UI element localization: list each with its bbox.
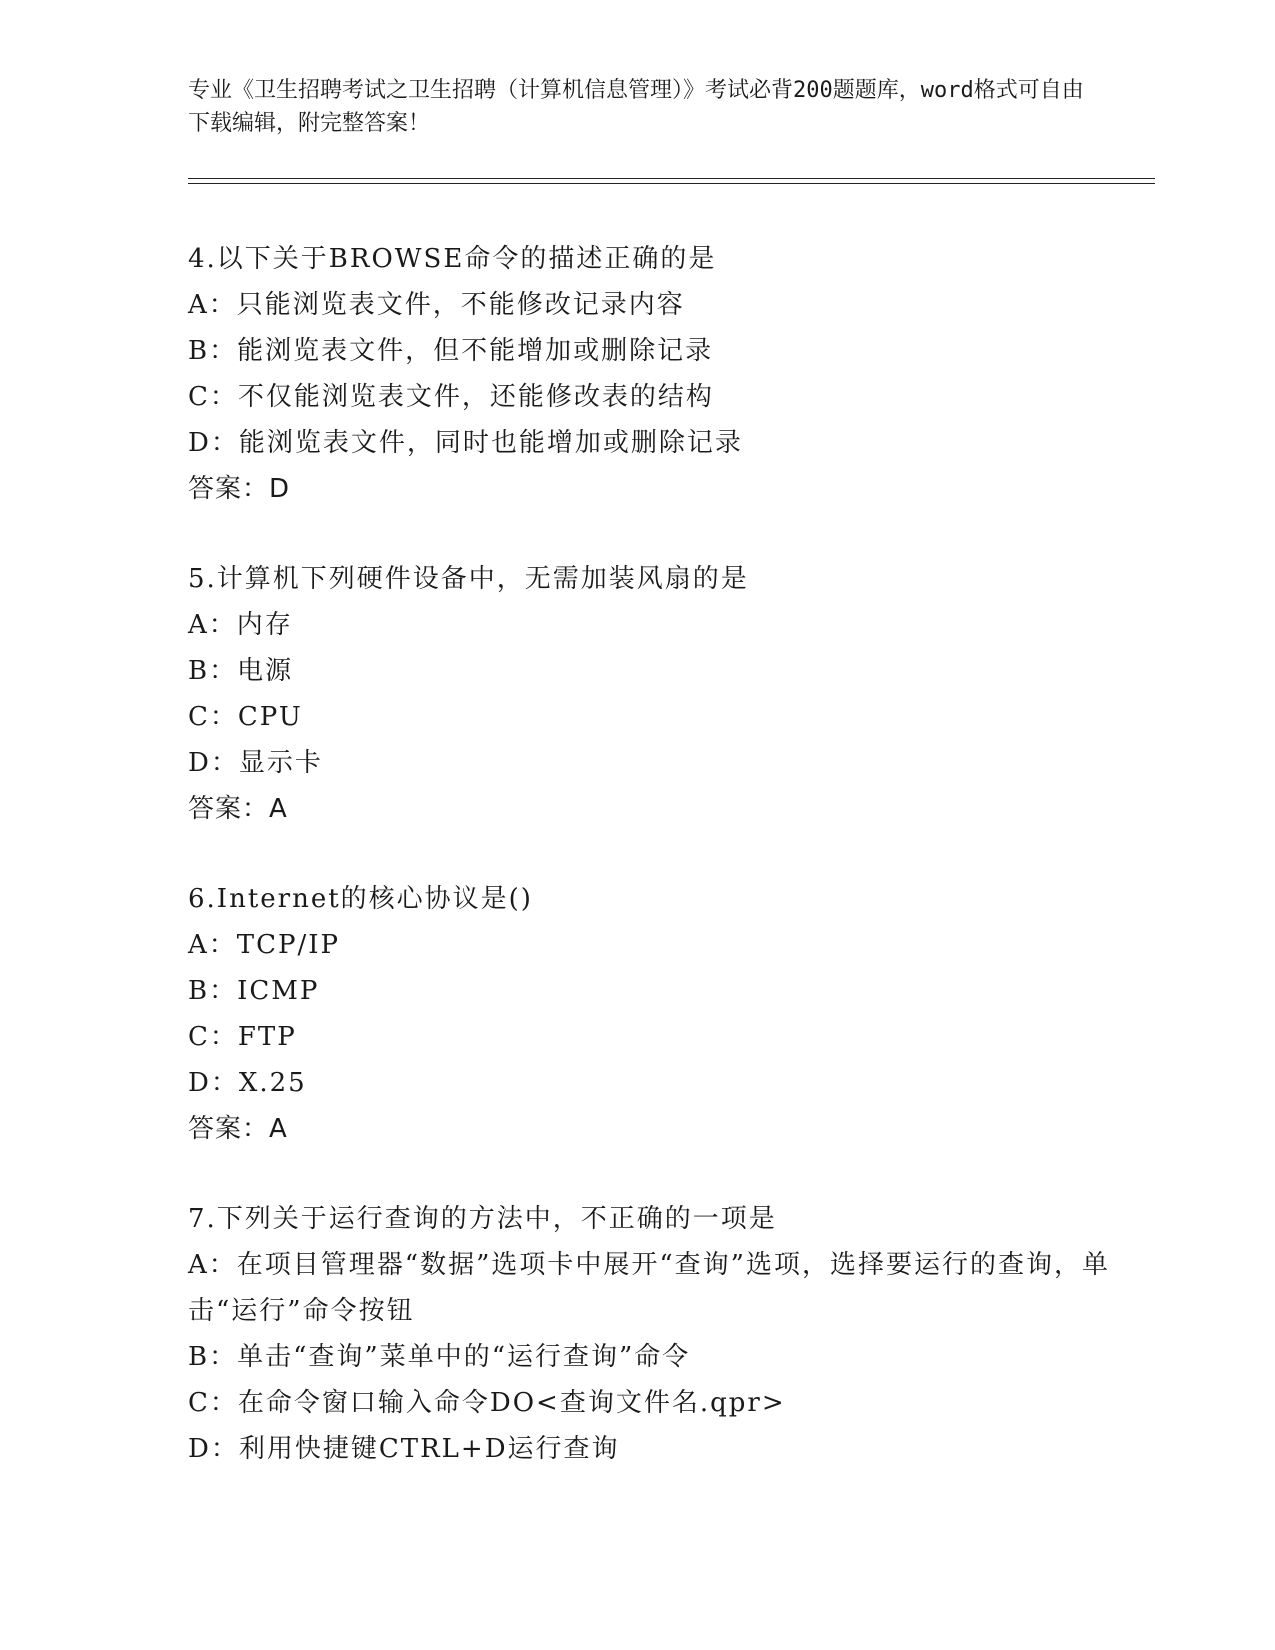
option-c: C：CPU: [188, 702, 303, 732]
option-b: B：电源: [188, 656, 294, 686]
document-header: 专业《卫生招聘考试之卫生招聘（计算机信息管理）》考试必背200题题库，word格式可自由下载编辑，附完整答案！: [188, 78, 1084, 136]
question-stem: 7.下列关于运行查询的方法中，不正确的一项是: [188, 1204, 777, 1234]
question-stem: 6.Internet的核心协议是(): [188, 884, 533, 914]
question-item: [188, 876, 1148, 1152]
question-stem: 4.以下关于BROWSE命令的描述正确的是: [188, 244, 717, 274]
option-a: A：只能浏览表文件，不能修改记录内容: [188, 290, 685, 320]
option-d: D：利用快捷键CTRL+D运行查询: [188, 1434, 620, 1464]
question-item: [188, 1196, 1148, 1472]
answer-line: 答案：D: [188, 474, 291, 504]
question-stem: 5.计算机下列硬件设备中，无需加装风扇的是: [188, 564, 749, 594]
option-d: D：显示卡: [188, 748, 323, 778]
option-b: B：ICMP: [188, 976, 320, 1006]
answer-line: 答案：A: [188, 1114, 288, 1144]
header-divider-top: [188, 178, 1155, 179]
option-a: A：在项目管理器“数据”选项卡中展开“查询”选项，选择要运行的查询，单击“运行”命令按钮: [188, 1250, 1110, 1326]
option-b: B：能浏览表文件，但不能增加或删除记录: [188, 336, 714, 366]
option-a: A：TCP/IP: [188, 930, 341, 960]
option-d: D：能浏览表文件，同时也能增加或删除记录: [188, 428, 743, 458]
option-d: D：X.25: [188, 1068, 307, 1098]
option-a: A：内存: [188, 610, 293, 640]
option-b: B：单击“查询”菜单中的“运行查询”命令: [188, 1342, 691, 1372]
question-list: [188, 236, 1148, 1516]
option-c: C：FTP: [188, 1022, 297, 1052]
option-c: C：不仅能浏览表文件，还能修改表的结构: [188, 382, 714, 412]
question-item: [188, 236, 1148, 512]
header-divider-bottom: [188, 183, 1155, 184]
option-c: C：在命令窗口输入命令DO<查询文件名.qpr>: [188, 1388, 786, 1418]
question-item: [188, 556, 1148, 832]
answer-line: 答案：A: [188, 794, 288, 824]
